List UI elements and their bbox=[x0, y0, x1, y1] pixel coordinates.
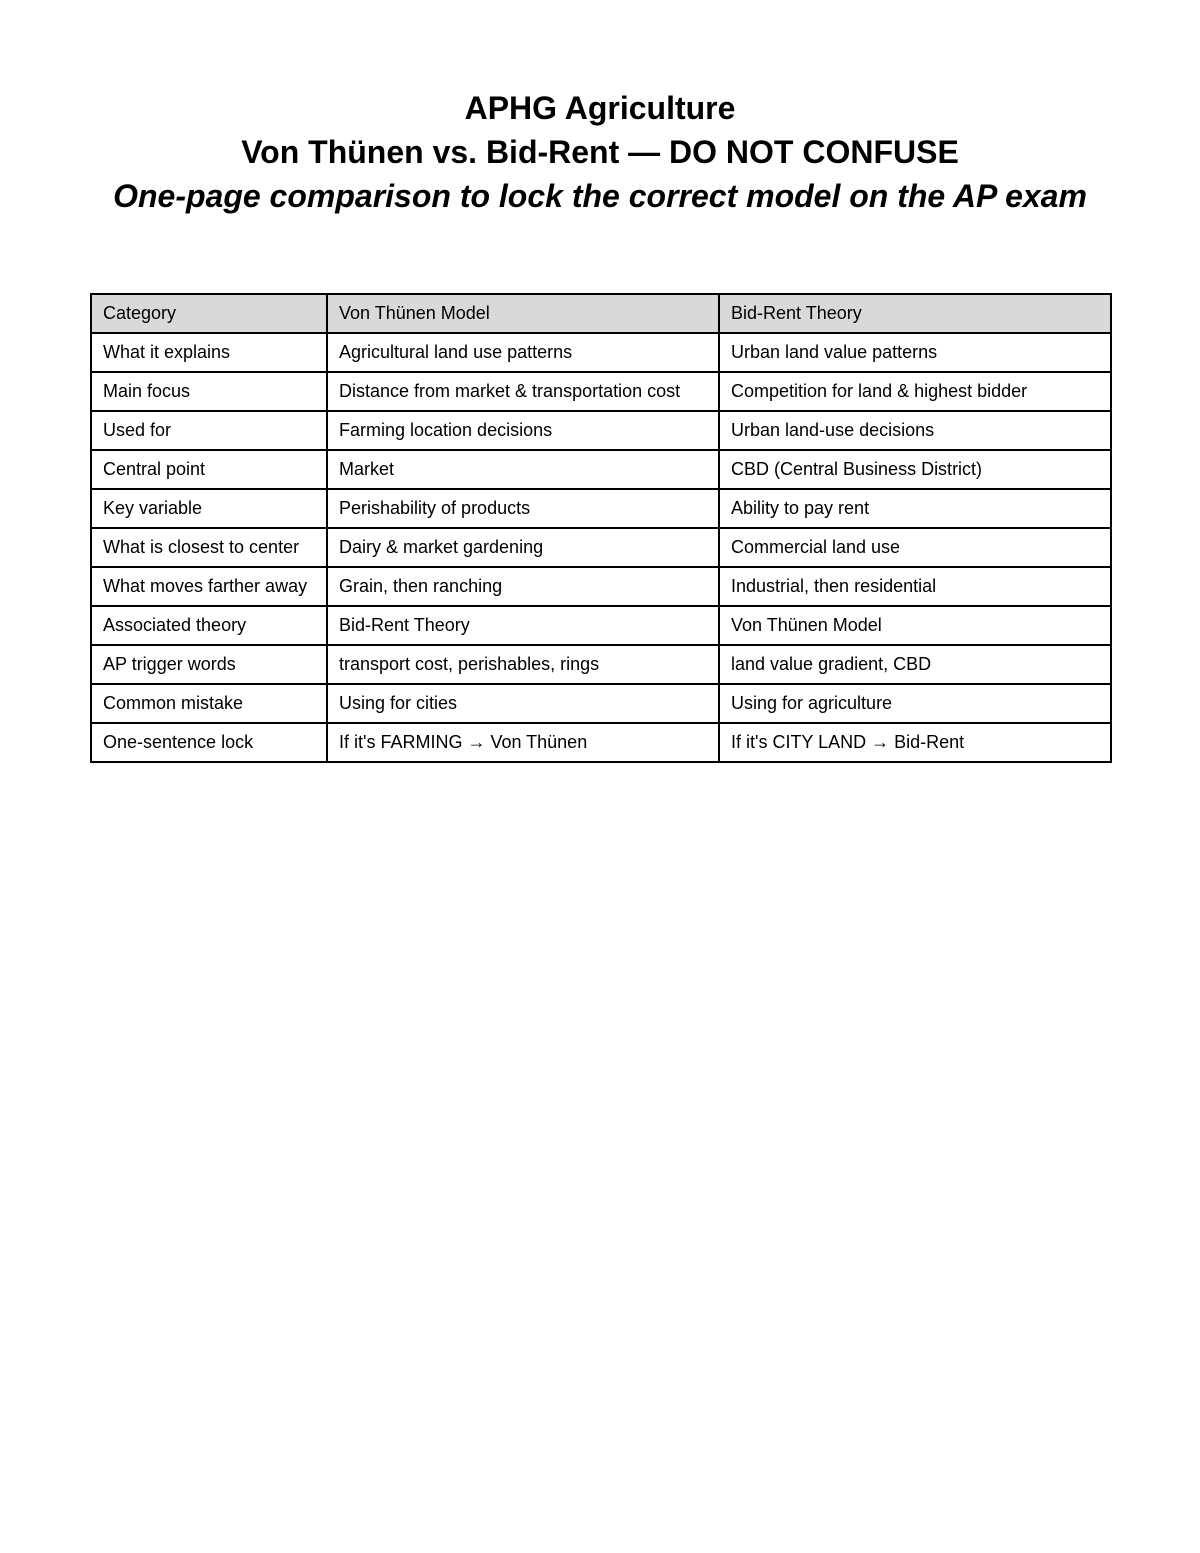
table-row bbox=[91, 606, 1111, 645]
row-category-cell: What it explains bbox=[91, 333, 327, 372]
row-category-cell: Associated theory bbox=[91, 606, 327, 645]
table-row bbox=[91, 450, 1111, 489]
table-row bbox=[91, 684, 1111, 723]
von-thunen-cell: transport cost, perishables, rings bbox=[327, 645, 719, 684]
row-category-cell: Used for bbox=[91, 411, 327, 450]
bid-rent-cell: Using for agriculture bbox=[719, 684, 1111, 723]
table-row bbox=[91, 567, 1111, 606]
page-title: APHG Agriculture bbox=[464, 90, 736, 126]
von-thunen-cell: Farming location decisions bbox=[327, 411, 719, 450]
von-thunen-cell: Grain, then ranching bbox=[327, 567, 719, 606]
row-category-cell: AP trigger words bbox=[91, 645, 327, 684]
table-row bbox=[91, 411, 1111, 450]
page-title-secondary: Von Thünen vs. Bid-Rent — DO NOT CONFUSE bbox=[241, 134, 959, 170]
table-row bbox=[91, 645, 1111, 684]
page-subtitle: One-page comparison to lock the correct model on the AP exam bbox=[113, 178, 1087, 214]
table-row bbox=[91, 723, 1111, 762]
bid-rent-cell: Ability to pay rent bbox=[719, 489, 1111, 528]
bid-rent-cell: Industrial, then residential bbox=[719, 567, 1111, 606]
von-thunen-cell: Distance from market & transportation cost bbox=[327, 372, 719, 411]
von-thunen-cell: Bid-Rent Theory bbox=[327, 606, 719, 645]
table-row bbox=[91, 372, 1111, 411]
von-thunen-cell: Agricultural land use patterns bbox=[327, 333, 719, 372]
bid-rent-cell: Commercial land use bbox=[719, 528, 1111, 567]
bid-rent-cell: If it's CITY LAND → Bid-Rent bbox=[719, 723, 1111, 762]
von-thunen-cell: Perishability of products bbox=[327, 489, 719, 528]
comparison-table bbox=[90, 293, 1112, 763]
bid-rent-cell: Urban land-use decisions bbox=[719, 411, 1111, 450]
column-header-von-thunen: Von Thünen Model bbox=[327, 294, 719, 333]
von-thunen-cell: If it's FARMING → Von Thünen bbox=[327, 723, 719, 762]
bid-rent-cell: Von Thünen Model bbox=[719, 606, 1111, 645]
table-row bbox=[91, 528, 1111, 567]
bid-rent-cell: CBD (Central Business District) bbox=[719, 450, 1111, 489]
row-category-cell: Common mistake bbox=[91, 684, 327, 723]
row-category-cell: One-sentence lock bbox=[91, 723, 327, 762]
row-category-cell: Central point bbox=[91, 450, 327, 489]
von-thunen-cell: Market bbox=[327, 450, 719, 489]
bid-rent-cell: land value gradient, CBD bbox=[719, 645, 1111, 684]
table-row bbox=[91, 333, 1111, 372]
von-thunen-cell: Using for cities bbox=[327, 684, 719, 723]
bid-rent-cell: Urban land value patterns bbox=[719, 333, 1111, 372]
row-category-cell: What moves farther away bbox=[91, 567, 327, 606]
row-category-cell: What is closest to center bbox=[91, 528, 327, 567]
von-thunen-cell: Dairy & market gardening bbox=[327, 528, 719, 567]
column-header-bid-rent: Bid-Rent Theory bbox=[719, 294, 1111, 333]
row-category-cell: Key variable bbox=[91, 489, 327, 528]
bid-rent-cell: Competition for land & highest bidder bbox=[719, 372, 1111, 411]
column-header-category: Category bbox=[91, 294, 327, 333]
row-category-cell: Main focus bbox=[91, 372, 327, 411]
table-header-row bbox=[91, 294, 1111, 333]
page-header bbox=[90, 86, 1110, 218]
table-row bbox=[91, 489, 1111, 528]
